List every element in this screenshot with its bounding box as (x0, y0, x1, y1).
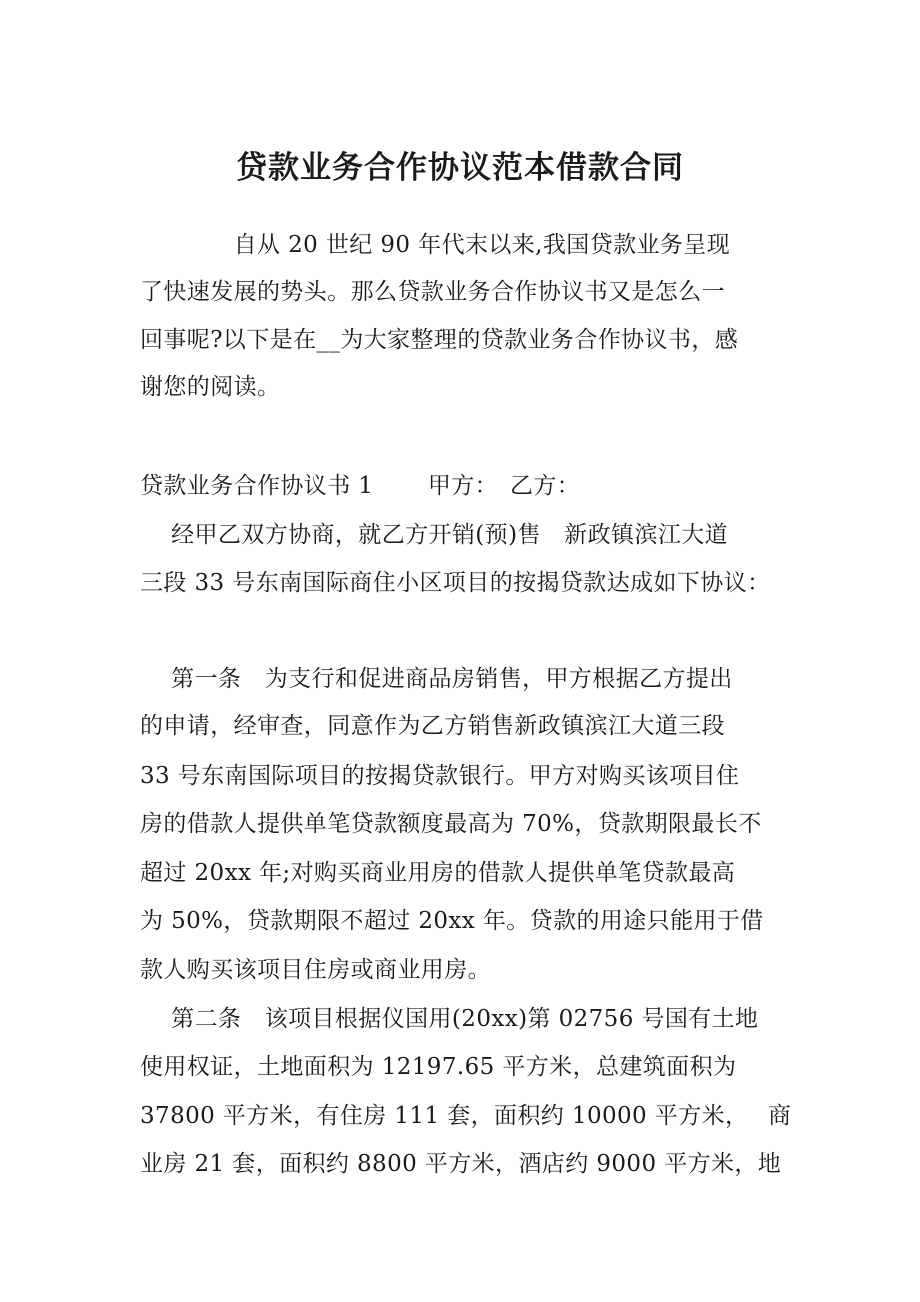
text-line: 房的借款人提供单笔贷款额度最高为 70%，贷款期限最长不 (140, 811, 762, 837)
text-line: 经甲乙双方协商，就乙方开销(预)售 新政镇滨江大道 (140, 522, 729, 548)
text-line: 33 号东南国际项目的按揭贷款银行。甲方对购买该项目住 (140, 763, 740, 789)
text-line: 了快速发展的势头。那么贷款业务合作协议书又是怎么一 (140, 279, 725, 305)
text-line: 三段 33 号东南国际商住小区项目的按揭贷款达成如下协议： (140, 570, 771, 596)
text-line: 款人购买该项目住房或商业用房。 (140, 957, 491, 983)
text-line: 业房 21 套，面积约 8800 平方米，酒店约 9000 平方米，地 (140, 1151, 782, 1177)
document-title: 贷款业务合作协议范本借款合同 (236, 150, 684, 186)
text-line: 为 50%，贷款期限不超过 20xx 年。贷款的用途只能用于借 (140, 908, 764, 934)
text-line: 使用权证，土地面积为 12197.65 平方米，总建筑面积为 (140, 1054, 737, 1080)
article-2-line: 第二条 该项目根据仪国用(20xx)第 02756 号国有土地 (140, 1006, 759, 1032)
text-line: 超过 20xx 年;对购买商业用房的借款人提供单笔贷款最高 (140, 860, 736, 886)
text-line: 自从 20 世纪 90 年代末以来,我国贷款业务呈现 (140, 232, 731, 258)
text-line: 的申请，经审查，同意作为乙方销售新政镇滨江大道三段 (140, 713, 725, 739)
text-line: 回事呢?以下是在__为大家整理的贷款业务合作协议书，感 (140, 327, 739, 353)
text-line: 37800 平方米，有住房 111 套，面积约 10000 平方米， 商 (140, 1103, 792, 1129)
article-1-line: 第一条 为支行和促进商品房销售，甲方根据乙方提出 (140, 666, 733, 692)
text-line: 谢您的阅读。 (140, 374, 281, 400)
section-heading: 贷款业务合作协议书 1 甲方： 乙方： (140, 473, 581, 499)
